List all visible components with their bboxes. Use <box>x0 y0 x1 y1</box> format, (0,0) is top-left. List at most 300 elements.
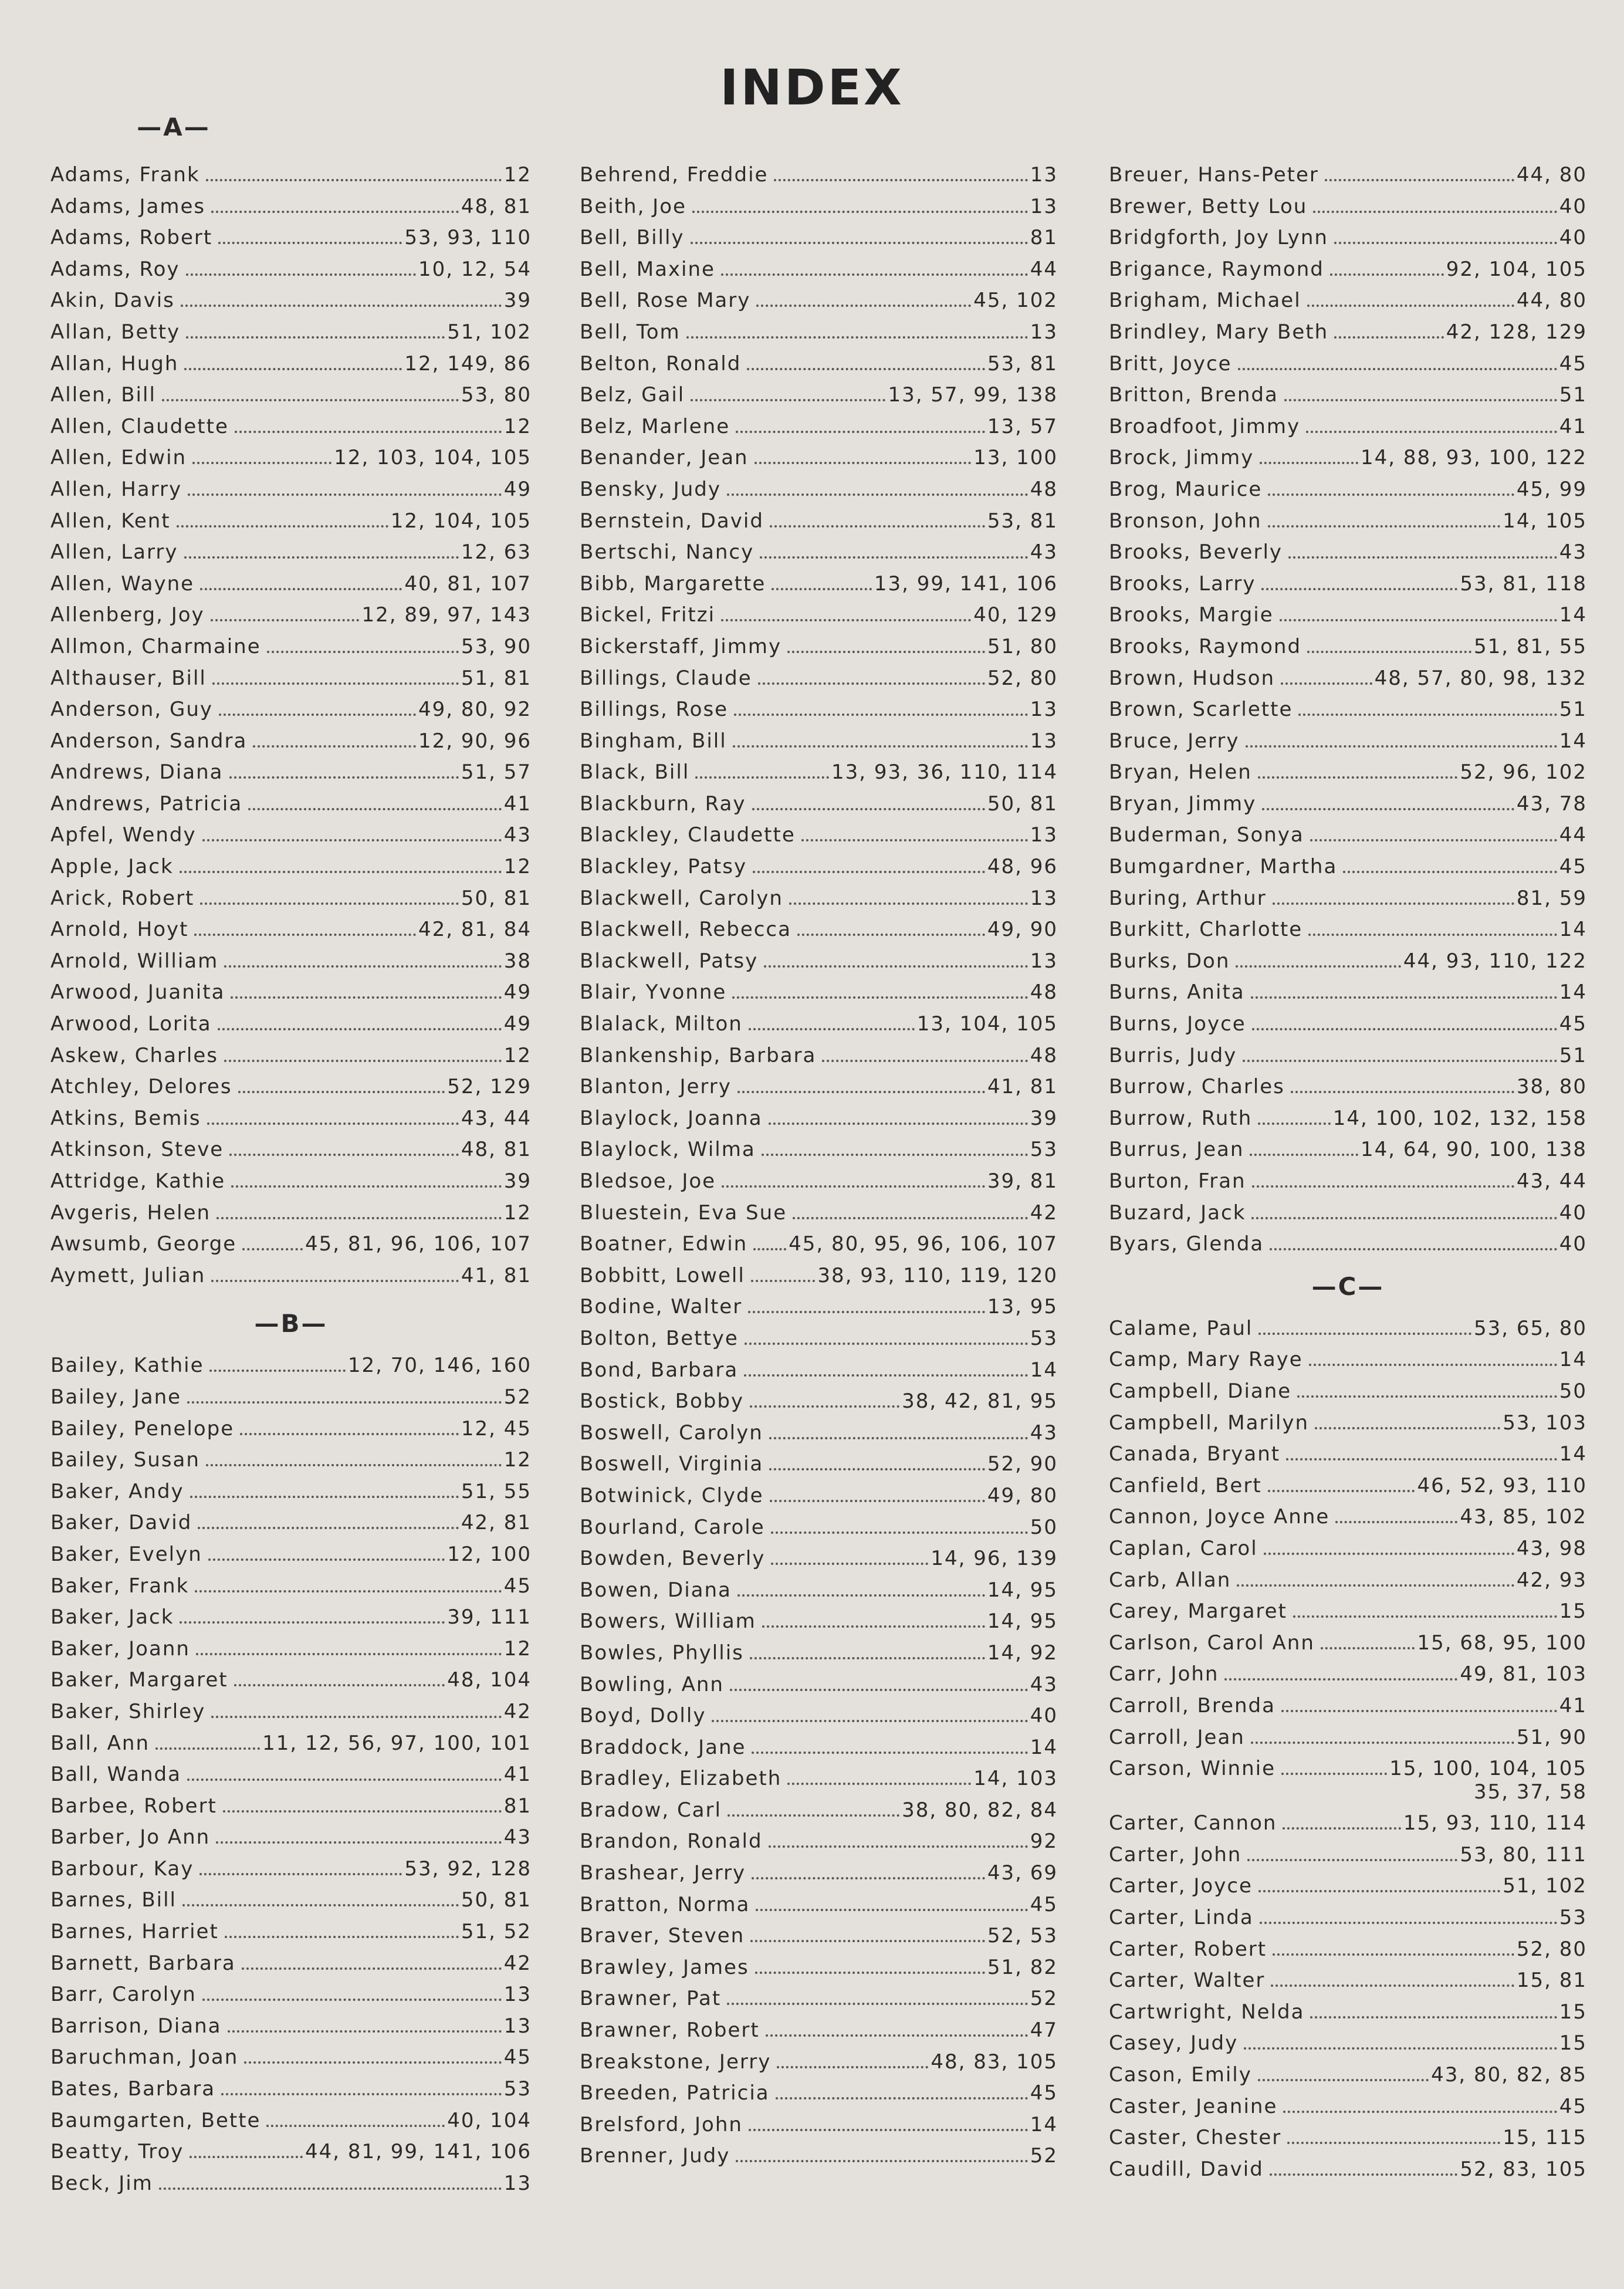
index-entry <box>50 1414 532 1445</box>
entry-name: Bridgforth, Joy Lynn <box>1109 226 1328 250</box>
dot-leader <box>198 1527 459 1529</box>
dot-leader <box>209 1370 345 1372</box>
index-entry <box>1109 1596 1587 1628</box>
entry-pages: 12, 63 <box>461 540 532 564</box>
entry-pages: 51 <box>1559 698 1587 722</box>
entry-pages: 53, 92, 128 <box>404 1857 532 1881</box>
entry-pages: 50, 81 <box>987 792 1058 816</box>
entry-pages: 53, 65, 80 <box>1473 1316 1587 1340</box>
entry-pages: 12 <box>503 414 532 438</box>
dot-leader <box>751 1280 816 1282</box>
dot-leader <box>771 1563 928 1565</box>
dot-leader <box>1261 588 1457 590</box>
index-entry <box>1109 851 1587 883</box>
index-entry <box>580 1291 1058 1323</box>
entry-name: Broadfoot, Jimmy <box>1109 414 1301 438</box>
entry-pages: 48, 83, 105 <box>931 2050 1058 2074</box>
entry-pages: 41, 81 <box>987 1075 1058 1099</box>
entry-pages: 49, 80, 92 <box>418 698 532 722</box>
entry-name: Brashear, Jerry <box>580 1861 746 1885</box>
dot-leader <box>1251 1217 1557 1219</box>
dot-leader <box>200 588 402 590</box>
entry-name: Allan, Betty <box>50 320 181 344</box>
entry-pages: 13 <box>1030 823 1058 847</box>
dot-leader <box>228 2030 502 2033</box>
dot-leader <box>190 2156 303 2158</box>
dot-leader <box>1283 1827 1400 1830</box>
dot-leader <box>750 1657 985 1659</box>
index-entry <box>580 1921 1058 1952</box>
entry-pages: 40, 81, 107 <box>404 572 532 596</box>
index-entry <box>580 1983 1058 2015</box>
dot-leader <box>253 745 416 748</box>
entry-pages: 14 <box>1559 980 1587 1005</box>
entry-name: Brigham, Michael <box>1109 289 1301 313</box>
entry-name: Brooks, Margie <box>1109 603 1274 627</box>
dot-leader <box>1260 462 1358 464</box>
entry-name: Bryan, Helen <box>1109 760 1252 785</box>
dot-leader <box>1258 776 1458 779</box>
entry-name: Awsumb, George <box>50 1232 237 1256</box>
dot-leader <box>755 1972 985 1974</box>
entry-name: Blair, Yvonne <box>580 980 727 1005</box>
index-entry <box>580 946 1058 978</box>
dot-leader <box>211 1716 502 1718</box>
entry-name: Blankenship, Barbara <box>580 1043 817 1067</box>
index-entry <box>50 1229 532 1260</box>
entry-pages: 43 <box>1559 540 1587 564</box>
index-entry <box>580 600 1058 631</box>
entry-pages: 52, 90 <box>987 1452 1058 1476</box>
entry-pages: 52, 53 <box>987 1924 1058 1948</box>
entry-pages: 52, 83, 105 <box>1460 2157 1587 2181</box>
entry-pages: 49 <box>503 1012 532 1036</box>
entry-pages: 12, 100 <box>447 1542 532 1566</box>
entry-pages: 14, 105 <box>1503 509 1587 533</box>
index-entry <box>580 442 1058 474</box>
entry-pages: 53 <box>503 2077 532 2101</box>
dot-leader <box>727 493 1028 496</box>
dot-leader <box>758 682 985 685</box>
entry-name: Blackley, Claudette <box>580 823 796 847</box>
index-entry <box>1109 1376 1587 1408</box>
entry-name: Braddock, Jane <box>580 1735 746 1759</box>
entry-pages: 38, 93, 110, 119, 120 <box>817 1263 1058 1287</box>
entry-name: Allen, Harry <box>50 477 182 501</box>
entry-name: Cannon, Joyce Anne <box>1109 1505 1330 1529</box>
entry-name: Baumgarten, Bette <box>50 2108 261 2132</box>
entry-name: Bickerstaff, Jimmy <box>580 634 782 658</box>
dot-leader <box>776 2097 1028 2099</box>
dot-leader <box>760 556 1028 559</box>
dot-leader <box>181 305 502 307</box>
entry-pages: 50, 81 <box>461 1888 532 1912</box>
entry-name: Avgeris, Helen <box>50 1201 211 1225</box>
index-entry <box>50 1916 532 1948</box>
dot-leader <box>769 1468 985 1470</box>
index-entry <box>580 2047 1058 2078</box>
dot-leader <box>1321 1647 1415 1649</box>
entry-pages: 43 <box>1030 1672 1058 1696</box>
entry-name: Burns, Anita <box>1109 980 1245 1005</box>
index-entry <box>1109 506 1587 537</box>
index-entry <box>580 569 1058 600</box>
index-entry <box>50 977 532 1009</box>
entry-name: Blackwell, Carolyn <box>580 886 783 910</box>
entry-pages: 39, 81 <box>987 1169 1058 1193</box>
entry-pages: 45 <box>1559 1012 1587 1036</box>
entry-pages: 51, 102 <box>1503 1874 1587 1898</box>
dot-leader <box>747 368 985 370</box>
index-entry <box>1109 2060 1587 2091</box>
entry-name: Burton, Fran <box>1109 1169 1246 1193</box>
index-entry <box>1109 160 1587 191</box>
entry-pages: 49, 90 <box>987 918 1058 942</box>
entry-name: Adams, James <box>50 194 206 218</box>
entry-name: Baker, Margaret <box>50 1668 228 1692</box>
entry-pages: 14 <box>1559 1442 1587 1466</box>
index-entry <box>1109 757 1587 789</box>
entry-pages: 11, 12, 56, 97, 100, 101 <box>262 1731 532 1755</box>
entry-name: Campbell, Diane <box>1109 1379 1292 1403</box>
entry-name: Brooks, Beverly <box>1109 540 1283 564</box>
index-entry <box>50 1040 532 1072</box>
entry-name: Billings, Rose <box>580 698 729 722</box>
entry-name: Canada, Bryant <box>1109 1442 1281 1466</box>
entry-name: Bailey, Kathie <box>50 1354 204 1378</box>
index-entry <box>50 1728 532 1760</box>
index-entry <box>1109 474 1587 506</box>
entry-name: Burris, Judy <box>1109 1043 1237 1067</box>
entry-pages: 45, 102 <box>973 289 1058 313</box>
dot-leader <box>769 1845 1028 1848</box>
entry-name: Buderman, Sonya <box>1109 823 1304 847</box>
entry-name: Bowers, William <box>580 1610 756 1634</box>
index-entry <box>1109 2028 1587 2060</box>
entry-pages: 50 <box>1559 1379 1587 1403</box>
entry-pages: 15, 68, 95, 100 <box>1417 1631 1587 1655</box>
entry-name: Allen, Bill <box>50 383 156 407</box>
dot-leader <box>801 839 1028 841</box>
index-entry <box>1109 1840 1587 1871</box>
entry-name: Arwood, Juanita <box>50 980 225 1005</box>
entry-name: Baker, Andy <box>50 1479 184 1503</box>
entry-name: Barbour, Kay <box>50 1857 194 1881</box>
index-entry <box>1109 2154 1587 2186</box>
index-entry <box>1109 1902 1587 1934</box>
entry-name: Beatty, Troy <box>50 2140 184 2164</box>
entry-pages: 53 <box>1559 1906 1587 1930</box>
entry-name: Black, Bill <box>580 760 690 785</box>
dot-leader <box>216 1217 502 1219</box>
entry-name: Bratton, Norma <box>580 1892 750 1916</box>
entry-name: Apple, Jack <box>50 855 174 879</box>
entry-name: Bailey, Susan <box>50 1448 200 1472</box>
index-entry <box>50 1166 532 1198</box>
entry-pages: 38, 80 <box>1516 1075 1587 1099</box>
entry-name: Bates, Barbara <box>50 2077 216 2101</box>
entry-name: Arwood, Lorita <box>50 1012 212 1036</box>
entry-pages: 38, 80, 82, 84 <box>902 1798 1058 1822</box>
entry-name: Atkins, Bemis <box>50 1106 201 1130</box>
entry-pages: 15 <box>1559 2031 1587 2055</box>
index-entry <box>50 1979 532 2011</box>
entry-name: Akin, Davis <box>50 289 175 313</box>
entry-pages: 48, 104 <box>447 1668 532 1692</box>
index-entry <box>580 883 1058 915</box>
entry-name: Allen, Kent <box>50 509 171 533</box>
index-entry <box>1109 1198 1587 1229</box>
entry-name: Burkitt, Charlotte <box>1109 918 1303 942</box>
index-entry <box>50 883 532 915</box>
entry-name: Carter, Linda <box>1109 1906 1254 1930</box>
dot-leader <box>774 179 1027 181</box>
dot-leader <box>1262 808 1514 810</box>
entry-pages: 45 <box>1559 855 1587 879</box>
entry-pages: 12, 149, 86 <box>404 351 532 376</box>
entry-name: Burrow, Charles <box>1109 1075 1285 1099</box>
index-entry <box>1109 537 1587 569</box>
index-entry <box>50 1350 532 1382</box>
index-entry <box>580 506 1058 537</box>
dot-leader <box>753 871 985 873</box>
dot-leader <box>1334 336 1444 339</box>
dot-leader <box>188 493 502 496</box>
dot-leader <box>722 1185 985 1188</box>
dot-leader <box>187 1779 502 1781</box>
entry-pages: 15, 115 <box>1503 2126 1587 2150</box>
entry-name: Carter, Robert <box>1109 1937 1267 1961</box>
entry-pages: 12, 103, 104, 105 <box>334 446 532 470</box>
entry-pages: 40 <box>1030 1704 1058 1728</box>
entry-name: Carey, Margaret <box>1109 1600 1287 1624</box>
entry-name: Bell, Rose Mary <box>580 289 751 313</box>
index-entry <box>580 2141 1058 2172</box>
entry-pages: 51, 52 <box>461 1920 532 1944</box>
index-entry <box>50 1476 532 1508</box>
entry-name: Baker, Joann <box>50 1637 190 1661</box>
index-entry <box>580 789 1058 820</box>
entry-name: Adams, Roy <box>50 257 180 281</box>
entry-pages: 43 <box>503 1825 532 1850</box>
entry-pages: 12, 70, 146, 160 <box>347 1354 532 1378</box>
index-entry <box>50 1539 532 1571</box>
entry-name: Brown, Hudson <box>1109 666 1275 690</box>
entry-pages: 44, 93, 110, 122 <box>1403 949 1587 973</box>
entry-pages: 51, 82 <box>987 1955 1058 1979</box>
entry-name: Barnes, Harriet <box>50 1920 219 1944</box>
dot-leader <box>182 1904 459 1906</box>
entry-name: Allen, Edwin <box>50 446 187 470</box>
entry-name: Brawner, Robert <box>580 2018 760 2043</box>
dot-leader <box>736 431 985 433</box>
entry-name: Carter, Walter <box>1109 1969 1266 1993</box>
index-entry <box>580 537 1058 569</box>
dot-leader <box>1280 619 1557 621</box>
entry-name: Bostick, Bobby <box>580 1389 745 1414</box>
index-entry <box>50 1198 532 1229</box>
entry-name: Bowles, Phyllis <box>580 1641 744 1665</box>
entry-pages: 92 <box>1030 1830 1058 1854</box>
entry-name: Boswell, Virginia <box>580 1452 764 1476</box>
entry-pages: 12 <box>503 1448 532 1472</box>
index-entry <box>50 2168 532 2200</box>
index-entry <box>580 1795 1058 1827</box>
dot-leader <box>745 1343 1028 1345</box>
dot-leader <box>777 2066 928 2068</box>
dot-leader <box>240 1433 459 1435</box>
entry-name: Adams, Robert <box>50 226 213 250</box>
entry-pages: 49, 81, 103 <box>1460 1662 1587 1686</box>
entry-pages: 42, 81, 84 <box>418 918 532 942</box>
index-entry <box>580 1103 1058 1135</box>
dot-leader <box>1330 273 1444 276</box>
index-entry <box>580 631 1058 663</box>
dot-leader <box>199 1873 402 1875</box>
dot-leader <box>1270 1248 1557 1250</box>
entry-pages: 53, 81, 118 <box>1460 572 1587 596</box>
index-entry <box>580 317 1058 349</box>
dot-leader <box>1293 1615 1557 1618</box>
dot-leader <box>231 996 501 999</box>
entry-name: Bingham, Bill <box>580 729 727 753</box>
index-entry <box>1109 1040 1587 1072</box>
index-entry <box>50 663 532 695</box>
entry-pages: 42 <box>503 1951 532 1975</box>
entry-pages: 40 <box>1559 226 1587 250</box>
index-entry <box>580 1355 1058 1387</box>
index-entry <box>50 411 532 443</box>
entry-pages: 12 <box>503 1043 532 1067</box>
entry-pages: 52 <box>1030 1987 1058 2011</box>
entry-name: Askew, Charles <box>50 1043 218 1067</box>
index-entry <box>1109 1071 1587 1103</box>
index-entry <box>50 1507 532 1539</box>
dot-leader <box>691 399 885 401</box>
index-entry <box>50 1103 532 1135</box>
index-entry <box>50 2136 532 2168</box>
dot-leader <box>737 1594 985 1597</box>
dot-leader <box>218 1028 502 1030</box>
entry-name: Baker, Frank <box>50 1574 190 1598</box>
dot-leader <box>1252 1028 1557 1030</box>
entry-name: Beith, Joe <box>580 194 686 218</box>
entry-name: Allen, Wayne <box>50 572 195 596</box>
entry-pages: 14, 96, 139 <box>931 1547 1058 1571</box>
entry-name: Behrend, Freddie <box>580 163 769 187</box>
index-entry <box>50 1759 532 1791</box>
dot-leader <box>1270 2173 1458 2176</box>
index-entry <box>50 851 532 883</box>
entry-pages: 15, 81 <box>1516 1969 1587 1993</box>
index-entry <box>580 1040 1058 1072</box>
dot-leader <box>196 1653 502 1655</box>
dot-leader <box>737 1091 985 1093</box>
dot-leader <box>749 2129 1028 2131</box>
index-entry <box>1109 663 1587 695</box>
entry-name: Attridge, Kathie <box>50 1169 226 1193</box>
entry-pages: 51, 55 <box>461 1479 532 1503</box>
dot-leader <box>721 619 971 621</box>
entry-pages: 51 <box>1559 1043 1587 1067</box>
entry-name: Atchley, Delores <box>50 1075 232 1099</box>
entry-pages: 13, 57, 99, 138 <box>888 383 1058 407</box>
entry-name: Bobbitt, Lowell <box>580 1263 745 1287</box>
entry-pages: 15 <box>1559 1600 1587 1624</box>
entry-name: Bailey, Jane <box>50 1385 182 1409</box>
entry-pages: 41 <box>1559 414 1587 438</box>
index-entry <box>580 1858 1058 1889</box>
dot-leader <box>244 2061 501 2064</box>
entry-name: Carr, John <box>1109 1662 1219 1686</box>
entry-pages: 14 <box>1559 603 1587 627</box>
dot-leader <box>733 745 1028 748</box>
entry-pages: 46, 52, 93, 110 <box>1417 1473 1587 1497</box>
entry-name: Carter, John <box>1109 1842 1242 1867</box>
index-entry <box>50 2011 532 2043</box>
index-entry <box>50 789 532 820</box>
index-entry <box>50 726 532 758</box>
dot-leader <box>184 556 459 559</box>
index-entry <box>1109 1565 1587 1597</box>
entry-pages: 50, 81 <box>461 886 532 910</box>
index-entry <box>50 1665 532 1696</box>
index-entry <box>1109 914 1587 946</box>
dot-leader <box>734 714 1028 716</box>
dot-leader <box>1258 1122 1330 1125</box>
dot-leader <box>1297 1395 1557 1398</box>
dot-leader <box>1306 431 1557 433</box>
dot-leader <box>749 1028 915 1030</box>
index-entry <box>580 851 1058 883</box>
dot-leader <box>1307 651 1471 653</box>
index-entry <box>50 474 532 506</box>
dot-leader <box>1283 2111 1557 2113</box>
entry-pages: 47 <box>1030 2018 1058 2043</box>
dot-leader <box>235 431 502 433</box>
entry-pages: 42, 93 <box>1516 1568 1587 1592</box>
entry-pages: 51, 102 <box>447 320 532 344</box>
dot-leader <box>242 1967 502 1970</box>
entry-pages: 12 <box>503 1201 532 1225</box>
entry-pages: 45, 99 <box>1516 477 1587 501</box>
index-entry <box>580 1638 1058 1669</box>
entry-pages: 44 <box>1030 257 1058 281</box>
index-entry <box>1109 1934 1587 1966</box>
entry-name: Boswell, Carolyn <box>580 1421 763 1445</box>
entry-pages: 52 <box>503 1385 532 1409</box>
entry-pages: 43, 78 <box>1516 792 1587 816</box>
entry-name: Britt, Joyce <box>1109 351 1232 376</box>
entry-pages: 41 <box>503 1763 532 1787</box>
entry-name: Burrus, Jean <box>1109 1138 1244 1162</box>
index-entry <box>1109 380 1587 411</box>
dot-leader <box>787 1783 971 1785</box>
entry-pages: 49, 80 <box>987 1483 1058 1507</box>
entry-name: Breuer, Hans-Peter <box>1109 163 1319 187</box>
entry-name: Caudill, David <box>1109 2157 1264 2181</box>
index-entry <box>50 222 532 254</box>
entry-name: Brog, Maurice <box>1109 477 1263 501</box>
entry-name: Brooks, Raymond <box>1109 634 1302 658</box>
entry-name: Bradley, Elizabeth <box>580 1767 782 1791</box>
entry-name: Blackley, Patsy <box>580 855 747 879</box>
dot-leader <box>772 588 872 590</box>
entry-pages: 14, 64, 90, 100, 138 <box>1360 1138 1587 1162</box>
index-entry <box>50 1445 532 1476</box>
dot-leader <box>229 1154 459 1156</box>
index-entry <box>580 1009 1058 1040</box>
